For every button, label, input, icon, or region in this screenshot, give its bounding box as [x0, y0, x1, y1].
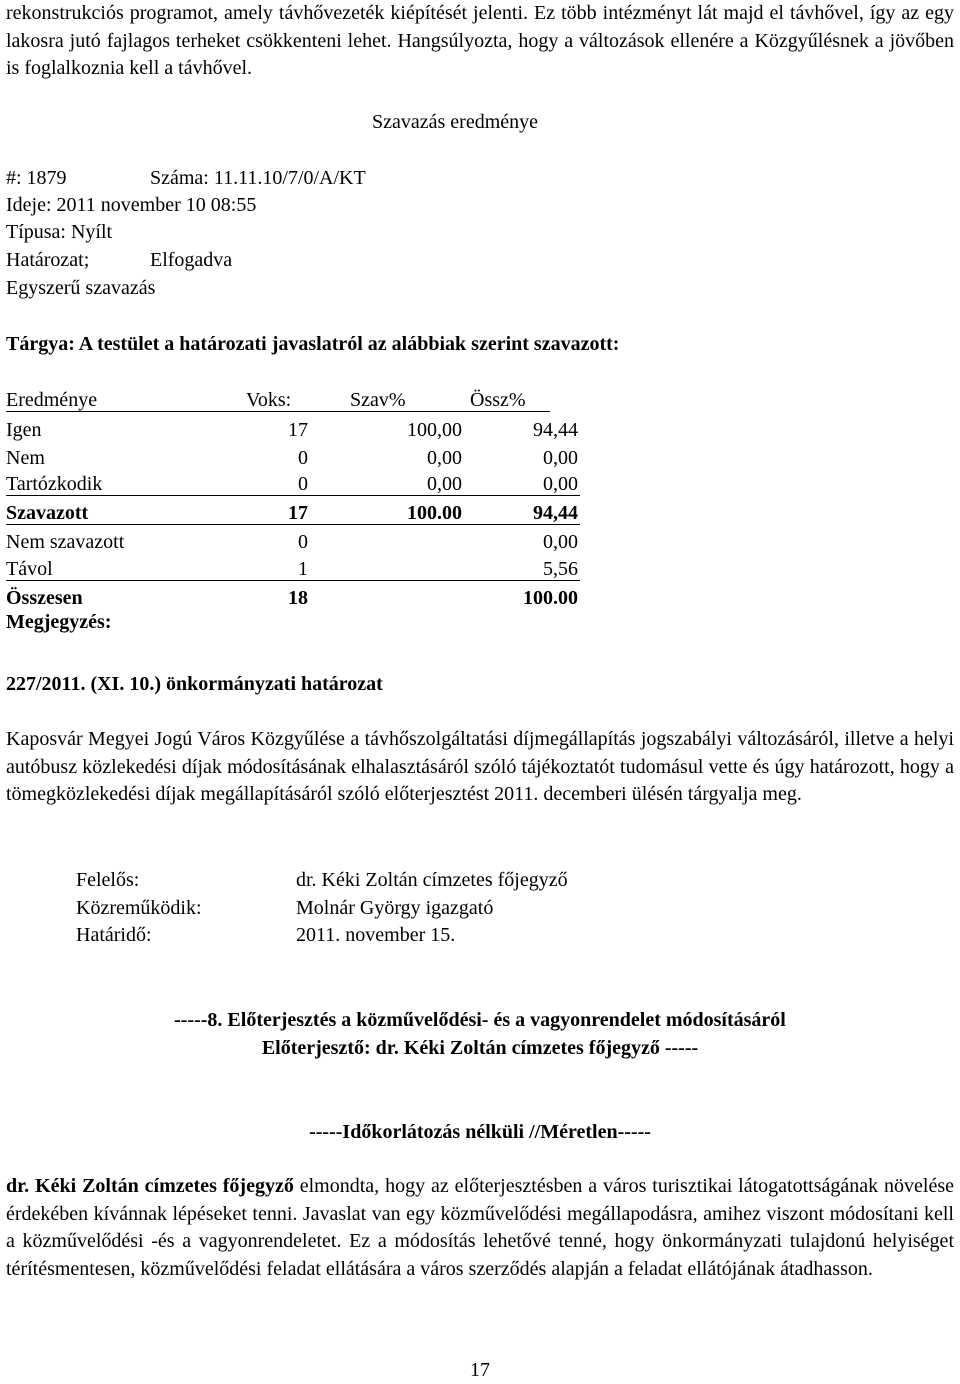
cooperator-label: Közreműködik:: [76, 897, 202, 919]
vote-type: Típusa: Nyílt: [6, 221, 113, 243]
row-ossz-nem: 0,00: [543, 447, 578, 469]
vote-date: Ideje: 2011 november 10 08:55: [6, 194, 257, 216]
row-szav-tartozkodik: 0,00: [427, 473, 462, 495]
row-voks-osszesen: 18: [288, 587, 308, 609]
row-szav-igen: 100,00: [407, 419, 462, 441]
vote-subject: Tárgya: A testület a határozati javaslatról az alábbiak szerint szavazott:: [6, 333, 620, 355]
row-label-tartozkodik: Tartózkodik: [6, 473, 103, 495]
row-label-szavazott: Szavazott: [6, 502, 89, 524]
deadline-value: 2011. november 15.: [296, 924, 456, 946]
row-label-osszesen: Összesen: [6, 587, 83, 609]
cooperator-value: Molnár György igazgató: [296, 897, 494, 919]
row-voks-nem-szavazott: 0: [298, 531, 308, 553]
vote-szama: Száma: 11.11.10/7/0/A/KT: [150, 167, 366, 189]
row-label-igen: Igen: [6, 419, 42, 441]
row-ossz-nem-szavazott: 0,00: [543, 531, 578, 553]
row-szav-nem: 0,00: [427, 447, 462, 469]
deadline-label: Határidő:: [76, 924, 152, 946]
vote-resolution-label: Határozat;: [6, 249, 90, 271]
col-header-voks: Voks:: [246, 389, 292, 411]
vote-heading: Szavazás eredménye: [372, 111, 539, 133]
row-label-nem: Nem: [6, 447, 45, 469]
closing-text: elmondta, hogy az előterjesztésben a város turisztikai látogatottságának növelése érdekében kívánnak lépéseket tenni. Javaslat van egy közművelődési megállapodásra, amihez viszont módosítani kell a közművelődési -és a vagyonrendeletet. Ez a módosítás lehetővé tenné, hogy önkormányzati tulajdonú helyiséget térítésmentesen, közművelődési feladat ellátására a város szerződés alapján a feladat ellátójának átadhasson.: [6, 1175, 955, 1280]
responsible-label: Felelős:: [76, 869, 140, 891]
row-voks-tartozkodik: 0: [298, 473, 308, 495]
vote-number: #: 1879: [6, 167, 67, 189]
page-number: 17: [470, 1359, 490, 1381]
agenda-presenter: Előterjesztő: dr. Kéki Zoltán címzetes főjegyző -----: [261, 1037, 699, 1059]
row-voks-igen: 17: [288, 419, 308, 441]
col-header-szav: Szav%: [350, 389, 406, 411]
row-szav-szavazott: 100.00: [407, 502, 462, 524]
agenda-title: -----8. Előterjesztés a közművelődési- és a vagyonrendelet módosításáról: [174, 1009, 786, 1031]
col-header-ossz: Össz%: [470, 389, 526, 411]
row-label-nem-szavazott: Nem szavazott: [6, 531, 125, 553]
intro-paragraph: rekonstrukciós programot, amely távhővezeték kiépítését jelenti. Ez több intézményt lát majd el távhővel, így az egy lakosra jutó fajlagos terheket csökkenteni lehet. Hangsúlyozta, hogy a változások ellenére a Közgyűlésnek a jövőben is foglalkoznia kell a távhővel.: [6, 2, 954, 80]
col-header-eredmenye: Eredménye: [6, 389, 98, 411]
row-voks-tavol: 1: [298, 558, 308, 580]
resolution-title: 227/2011. (XI. 10.) önkormányzati határozat: [6, 673, 383, 695]
row-ossz-szavazott: 94,44: [533, 502, 578, 524]
row-label-tavol: Távol: [6, 558, 53, 580]
speaker-name: dr. Kéki Zoltán címzetes főjegyző: [6, 1175, 294, 1197]
vote-method: Egyszerű szavazás: [6, 277, 156, 299]
row-voks-nem: 0: [298, 447, 308, 469]
row-ossz-igen: 94,44: [533, 419, 578, 441]
note-label: Megjegyzés:: [6, 611, 112, 633]
row-ossz-tavol: 5,56: [543, 558, 578, 580]
row-ossz-osszesen: 100.00: [523, 587, 578, 609]
closing-paragraph: [6, 1173, 954, 1283]
responsible-value: dr. Kéki Zoltán címzetes főjegyző: [296, 869, 568, 891]
resolution-body: Kaposvár Megyei Jogú Város Közgyűlése a távhőszolgáltatási díjmegállapítás jogszabályi változásáról, illetve a helyi autóbusz közlekedési díjak módosításának elhalasztásáról szóló tájékoztatót tudomásul vette és úgy határozott, hogy a tömegközlekedési díjak megállapításáról szóló előterjesztést 2011. decemberi ülésén tárgyalja meg.: [6, 728, 954, 806]
agenda-time-note: -----Időkorlátozás nélküli //Méretlen-----: [309, 1121, 651, 1143]
row-ossz-tartozkodik: 0,00: [543, 473, 578, 495]
row-voks-szavazott: 17: [288, 502, 308, 524]
vote-resolution-status: Elfogadva: [150, 249, 233, 271]
